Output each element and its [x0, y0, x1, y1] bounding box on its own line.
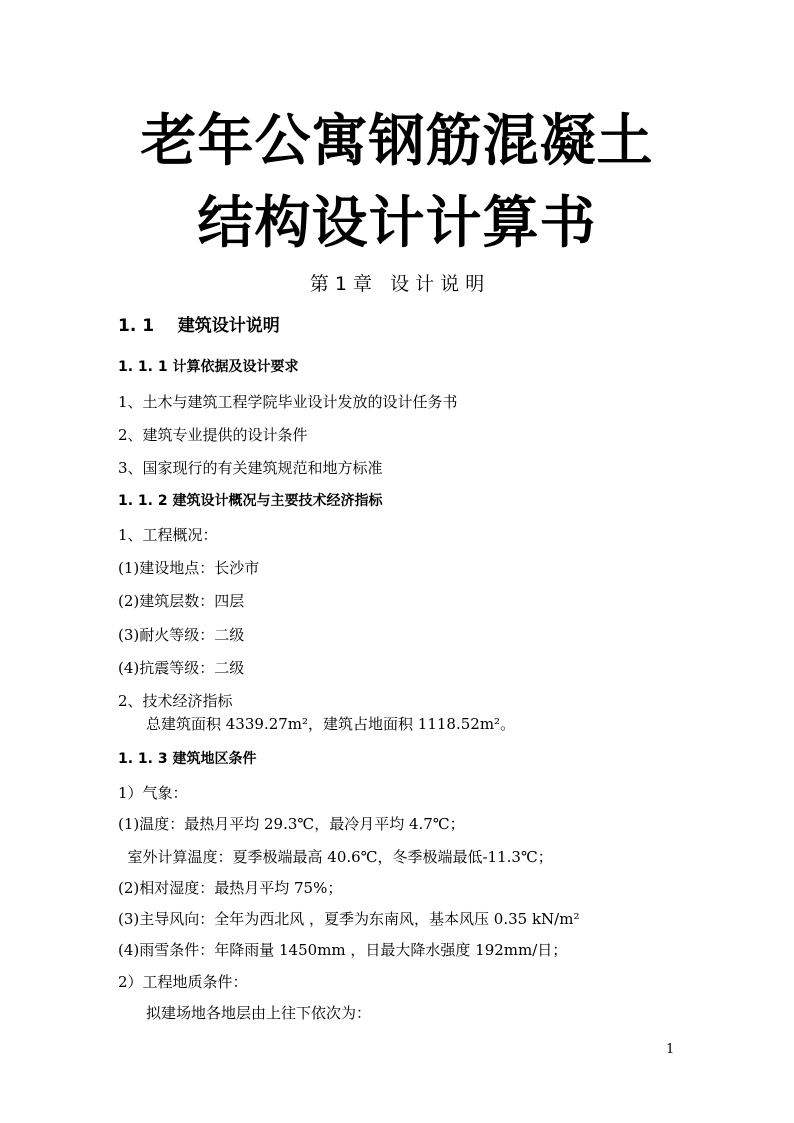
climate-outdoor-temperature: 室外计算温度：夏季极端最高 40.6℃，冬季极端最低-11.3℃； — [118, 848, 553, 866]
overview-heading: 1、工程概况： — [118, 526, 218, 544]
climate-wind: (3)主导风向：全年为西北风 ，夏季为东南风，基本风压 0.35 kN/m² — [118, 910, 580, 928]
subsection-heading-1-1-3: 1. 1. 3 建筑地区条件 — [118, 751, 257, 767]
tech-heading: 2、技术经济指标 — [118, 692, 233, 710]
basis-item-3: 3、国家现行的有关建筑规范和地方标准 — [118, 459, 383, 477]
overview-item-seismic-grade: (4)抗震等级：二级 — [118, 659, 245, 677]
document-title-line2: 结构设计计算书 — [197, 191, 597, 256]
climate-heading: 1）气象： — [118, 784, 188, 802]
basis-item-2: 2、建筑专业提供的设计条件 — [118, 426, 308, 444]
geology-detail: 拟建场地各地层由上往下依次为： — [146, 1004, 372, 1022]
overview-item-floors: (2)建筑层数：四层 — [118, 592, 245, 610]
chapter-heading: 第 1 章 设 计 说 明 — [309, 273, 485, 295]
section-heading-1-1: 1. 1 建筑设计说明 — [118, 316, 280, 336]
document-title-line1: 老年公寓钢筋混凝土 — [140, 109, 654, 174]
climate-rain: (4)雨雪条件：年降雨量 1450mm ，日最大降水强度 192mm/日； — [118, 941, 568, 959]
subsection-heading-1-1-2: 1. 1. 2 建筑设计概况与主要技术经济指标 — [118, 493, 383, 509]
overview-item-fire-rating: (3)耐火等级：二级 — [118, 626, 245, 644]
climate-humidity: (2)相对湿度：最热月平均 75%； — [118, 879, 343, 897]
geology-heading: 2）工程地质条件： — [118, 973, 248, 991]
climate-temperature: (1)温度：最热月平均 29.3℃，最冷月平均 4.7℃； — [118, 815, 465, 833]
basis-item-1: 1、土木与建筑工程学院毕业设计发放的设计任务书 — [118, 393, 458, 411]
overview-item-location: (1)建设地点：长沙市 — [118, 559, 260, 577]
page-number: 1 — [666, 1042, 675, 1057]
tech-detail: 总建筑面积 4339.27m²，建筑占地面积 1118.52m²。 — [146, 715, 516, 733]
subsection-heading-1-1-1: 1. 1. 1 计算依据及设计要求 — [118, 359, 299, 375]
